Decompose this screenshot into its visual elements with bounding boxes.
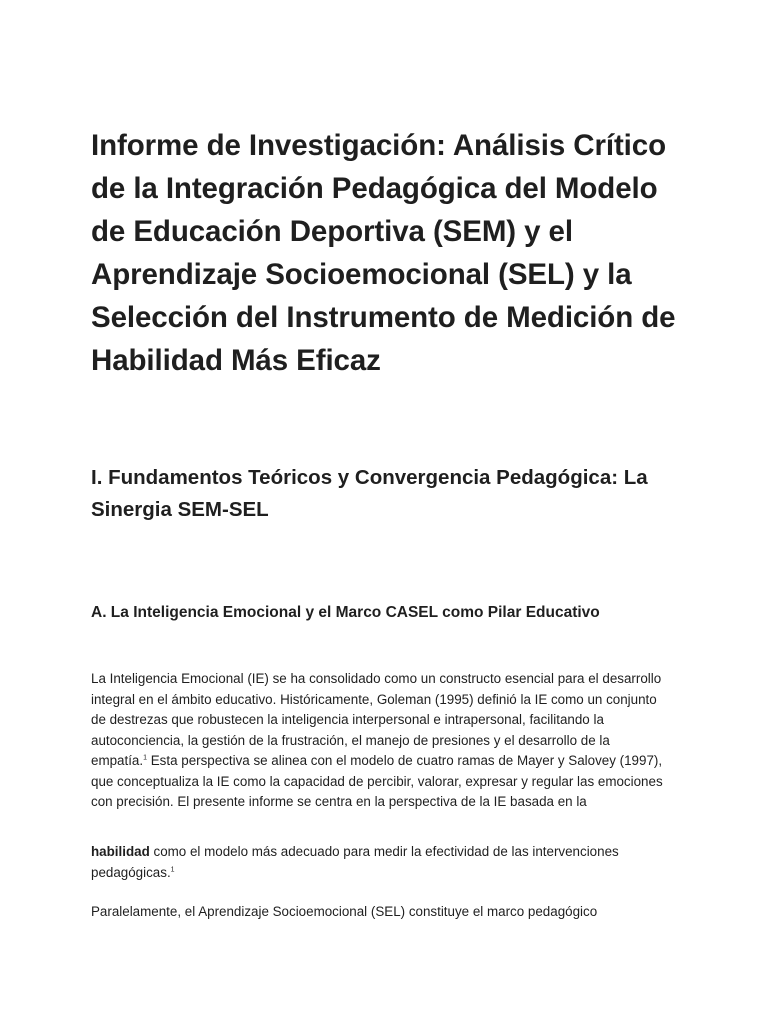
document-content: [91, 124, 681, 919]
paragraph-sel: Paralelamente, el Aprendizaje Socioemocional (SEL) constituye el marco pedagógico: [91, 904, 598, 919]
bold-term: habilidad: [91, 844, 150, 859]
paragraph-intro: [91, 669, 666, 813]
subsection-heading: A. La Inteligencia Emocional y el Marco CASEL como Pilar Educativo: [91, 604, 600, 621]
document-title: Informe de Investigación: Análisis Crítico de la Integración Pedagógica del Modelo de Educación Deportiva (SEM) y el Aprendizaje Socioemocional (SEL) y la Selección del Instrumento de Medición de Habilidad Más Eficaz: [91, 129, 676, 377]
paragraph-intro-text-b: Esta perspectiva se alinea con el modelo de cuatro ramas de Mayer y Salovey (1997), que conceptualiza la IE como la capacidad de percibir, valorar, expresar y regular las emociones con precisión. El presente informe se centra en la perspectiva de la IE basada en la: [91, 753, 663, 809]
paragraph-intro-text-a: La Inteligencia Emocional (IE) se ha consolidado como un constructo esencial para el desarrollo integral en el ámbito educativo. Históricamente, Goleman (1995) definió la IE como un conjunto de destrezas que robustecen la inteligencia interpersonal e intrapersonal, facilitando la autoconciencia, la gestión de la frustración, el manejo de presiones y el desarrollo de la empatía.: [91, 671, 662, 768]
paragraph-ability-text: como el modelo más adecuado para medir la efectividad de las intervenciones pedagógicas.: [91, 844, 619, 880]
footnote-ref[interactable]: 1: [170, 866, 175, 874]
section-heading: I. Fundamentos Teóricos y Convergencia Pedagógica: La Sinergia SEM-SEL: [91, 466, 648, 521]
footnote-ref[interactable]: 1: [143, 754, 148, 762]
paragraph-ability: [91, 842, 666, 883]
